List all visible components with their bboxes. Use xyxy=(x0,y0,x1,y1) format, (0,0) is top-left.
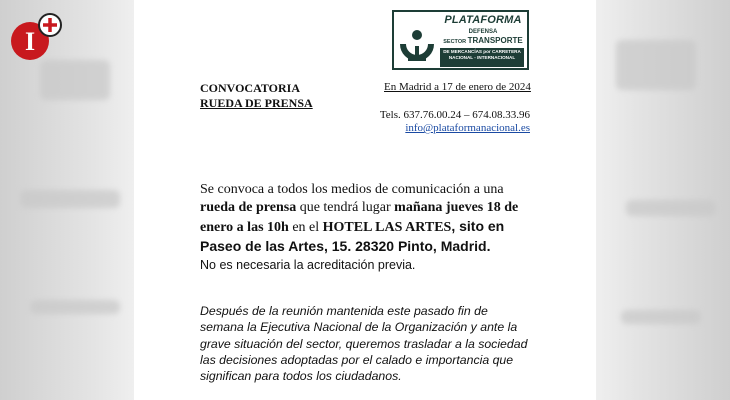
organization-logo xyxy=(392,10,529,70)
email-link[interactable]: info@plataformanacional.es xyxy=(405,122,530,134)
organization-sector: SECTOR TRANSPORTE xyxy=(443,36,523,45)
contact-info xyxy=(378,109,530,135)
channel-logo-icon xyxy=(8,8,64,64)
organization-name: PLATAFORMA xyxy=(444,14,522,26)
phone-numbers: Tels. 637.76.00.24 – 674.08.33.96 xyxy=(379,109,530,121)
blurred-background-right xyxy=(596,0,730,400)
organization-defensa: DEFENSA xyxy=(468,29,498,35)
accreditation-note: No es necesaria la acreditación previa. xyxy=(200,258,416,272)
context-paragraph: Después de la reunión mantenida este pasado fin de semana la Ejecutiva Nacional de la Organización y ante la grave situación del sector, queremos trasladar a la sociedad las decisiones adoptadas por el calado e importancia que significan para todos los ciudadanos. xyxy=(200,304,528,384)
title-rueda-de-prensa: RUEDA DE PRENSA xyxy=(200,96,313,110)
svg-text:I: I xyxy=(24,27,36,56)
title-convocatoria: CONVOCATORIA xyxy=(200,81,300,95)
organization-emblem-icon xyxy=(400,20,434,62)
document-title xyxy=(200,81,313,111)
document-date: En Madrid a 17 de enero de 2024 xyxy=(384,81,531,93)
organization-subtitle: DE MERCANCÍAS por CARRETERA NACIONAL - INTERNACIONAL xyxy=(440,48,524,67)
announcement-paragraph: Se convoca a todos los medios de comunicación a una rueda de prensa que tendrá lugar mañana jueves 18 de enero a las 10h en el HOTEL LAS ARTES, sito en Paseo de las Artes, 15. 28320 Pinto, Madrid. xyxy=(200,182,519,254)
